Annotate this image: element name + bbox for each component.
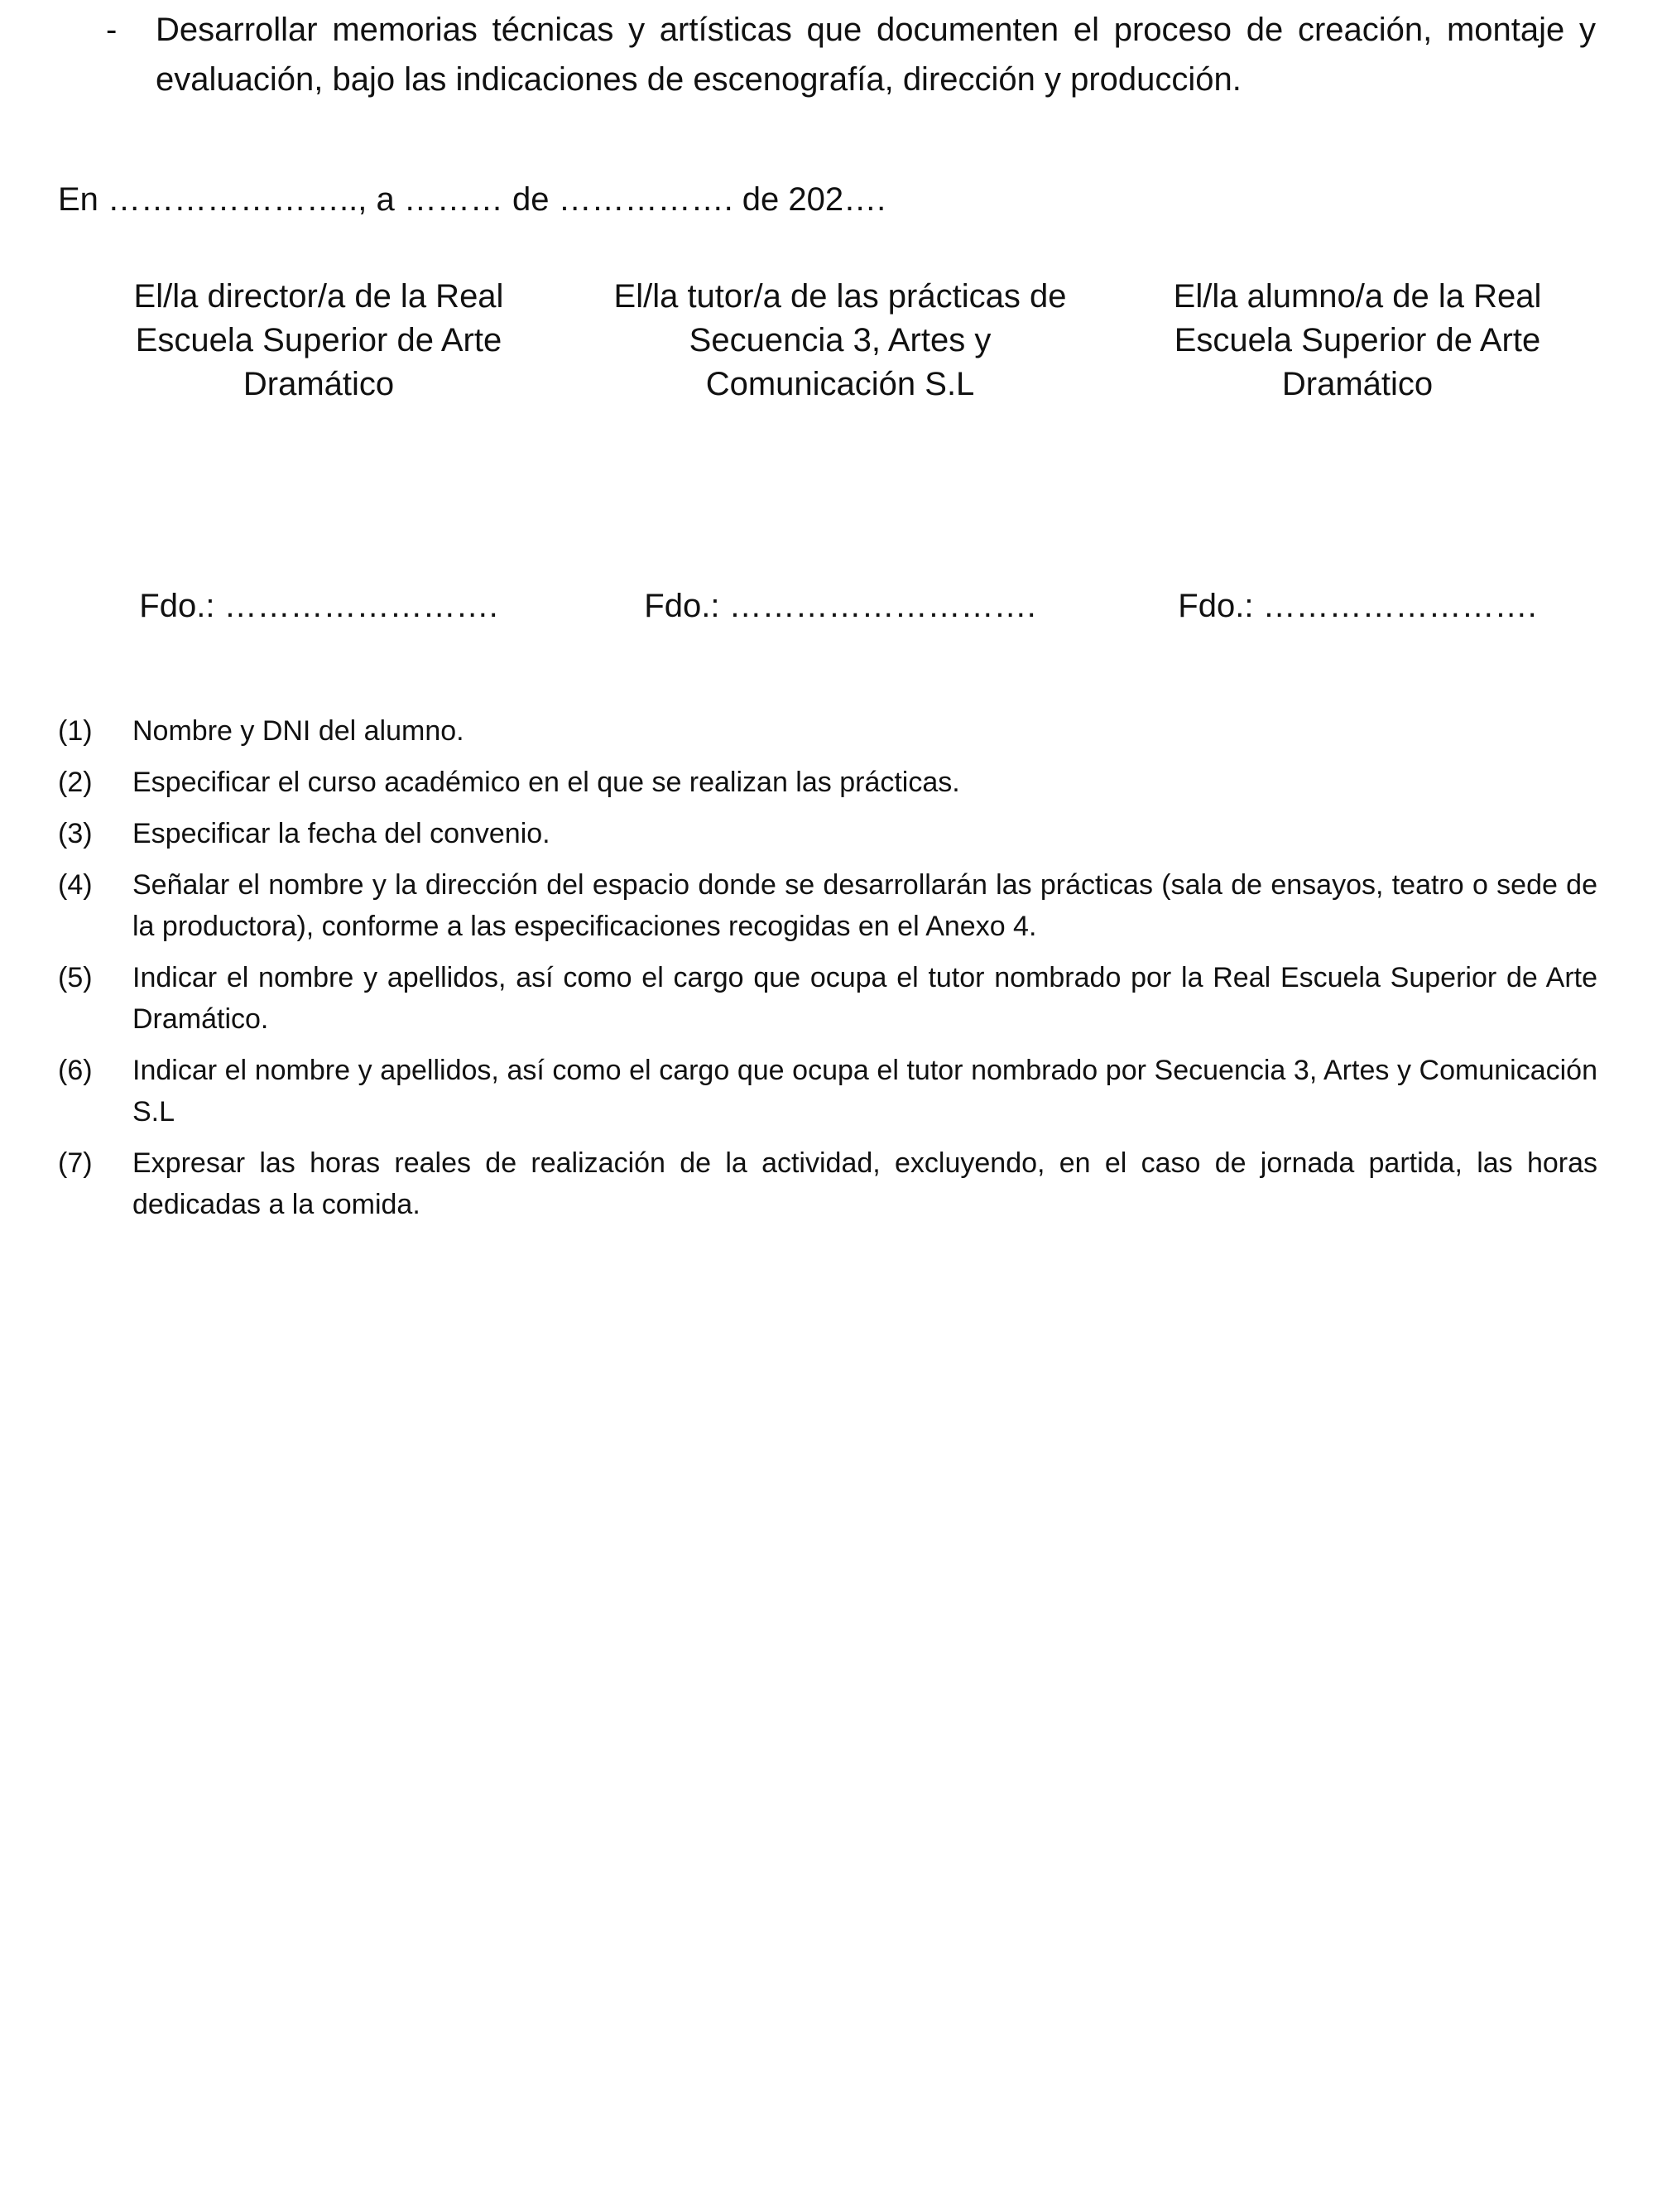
footnote-item — [58, 864, 1597, 947]
footnote-number: (3) — [58, 818, 93, 849]
signature-tutor — [596, 275, 1084, 624]
footnote-text: Nombre y DNI del alumno. — [132, 715, 464, 747]
footnote-item — [58, 710, 1597, 752]
signature-student-line: Fdo.: ……………………. — [1178, 588, 1537, 624]
footnote-number: (7) — [58, 1147, 93, 1179]
footnote-text: Expresar las horas reales de realización de la actividad, excluyendo, en el caso de jornada partida, las horas dedicadas a la comida. — [132, 1147, 1597, 1220]
signature-director-title: El/la director/a de la Real Escuela Superior de Arte Dramático — [133, 278, 504, 402]
footnote-text: Especificar la fecha del convenio. — [132, 818, 550, 849]
footnote-text: Especificar el curso académico en el que se realizan las prácticas. — [132, 767, 960, 798]
signature-director-line: Fdo.: ……………………. — [139, 588, 498, 624]
place-date-line: En ………………….., a ……… de ……………. de 202…. — [58, 181, 886, 218]
signature-student-title: El/la alumno/a de la Real Escuela Superior de Arte Dramático — [1173, 278, 1542, 402]
footnote-text: Indicar el nombre y apellidos, así como el cargo que ocupa el tutor nombrado por Secuencia 3, Artes y Comunicación S.L — [132, 1055, 1597, 1128]
footnote-number: (6) — [58, 1055, 93, 1086]
footnote-number: (1) — [58, 715, 93, 747]
bullet-marker: - — [106, 12, 118, 48]
signature-tutor-title: El/la tutor/a de las prácticas de Secuencia 3, Artes y Comunicación S.L — [613, 278, 1067, 402]
footnote-number: (4) — [58, 869, 93, 901]
signature-director — [74, 275, 563, 624]
bullet-item — [106, 5, 1596, 104]
footnote-item — [58, 762, 1597, 803]
footnote-text: Indicar el nombre y apellidos, así como el cargo que ocupa el tutor nombrado por la Real Escuela Superior de Arte Dramático. — [132, 962, 1597, 1035]
footnote-number: (5) — [58, 962, 93, 993]
footnote-item — [58, 957, 1597, 1040]
signature-block — [74, 275, 1573, 639]
footnotes-list — [58, 710, 1597, 1235]
footnote-item — [58, 813, 1597, 854]
footnote-item — [58, 1050, 1597, 1132]
signature-tutor-line: Fdo.: ………………………. — [644, 588, 1036, 624]
footnote-text: Señalar el nombre y la dirección del espacio donde se desarrollarán las prácticas (sala de ensayos, teatro o sede de la productora), conforme a las especificaciones recogidas en el Anexo 4. — [132, 869, 1597, 942]
footnote-number: (2) — [58, 767, 93, 798]
bullet-text: Desarrollar memorias técnicas y artísticas que documenten el proceso de creación, montaje y evaluación, bajo las indicaciones de escenografía, dirección y producción. — [156, 12, 1596, 98]
signature-student — [1113, 275, 1602, 624]
footnote-item — [58, 1142, 1597, 1225]
